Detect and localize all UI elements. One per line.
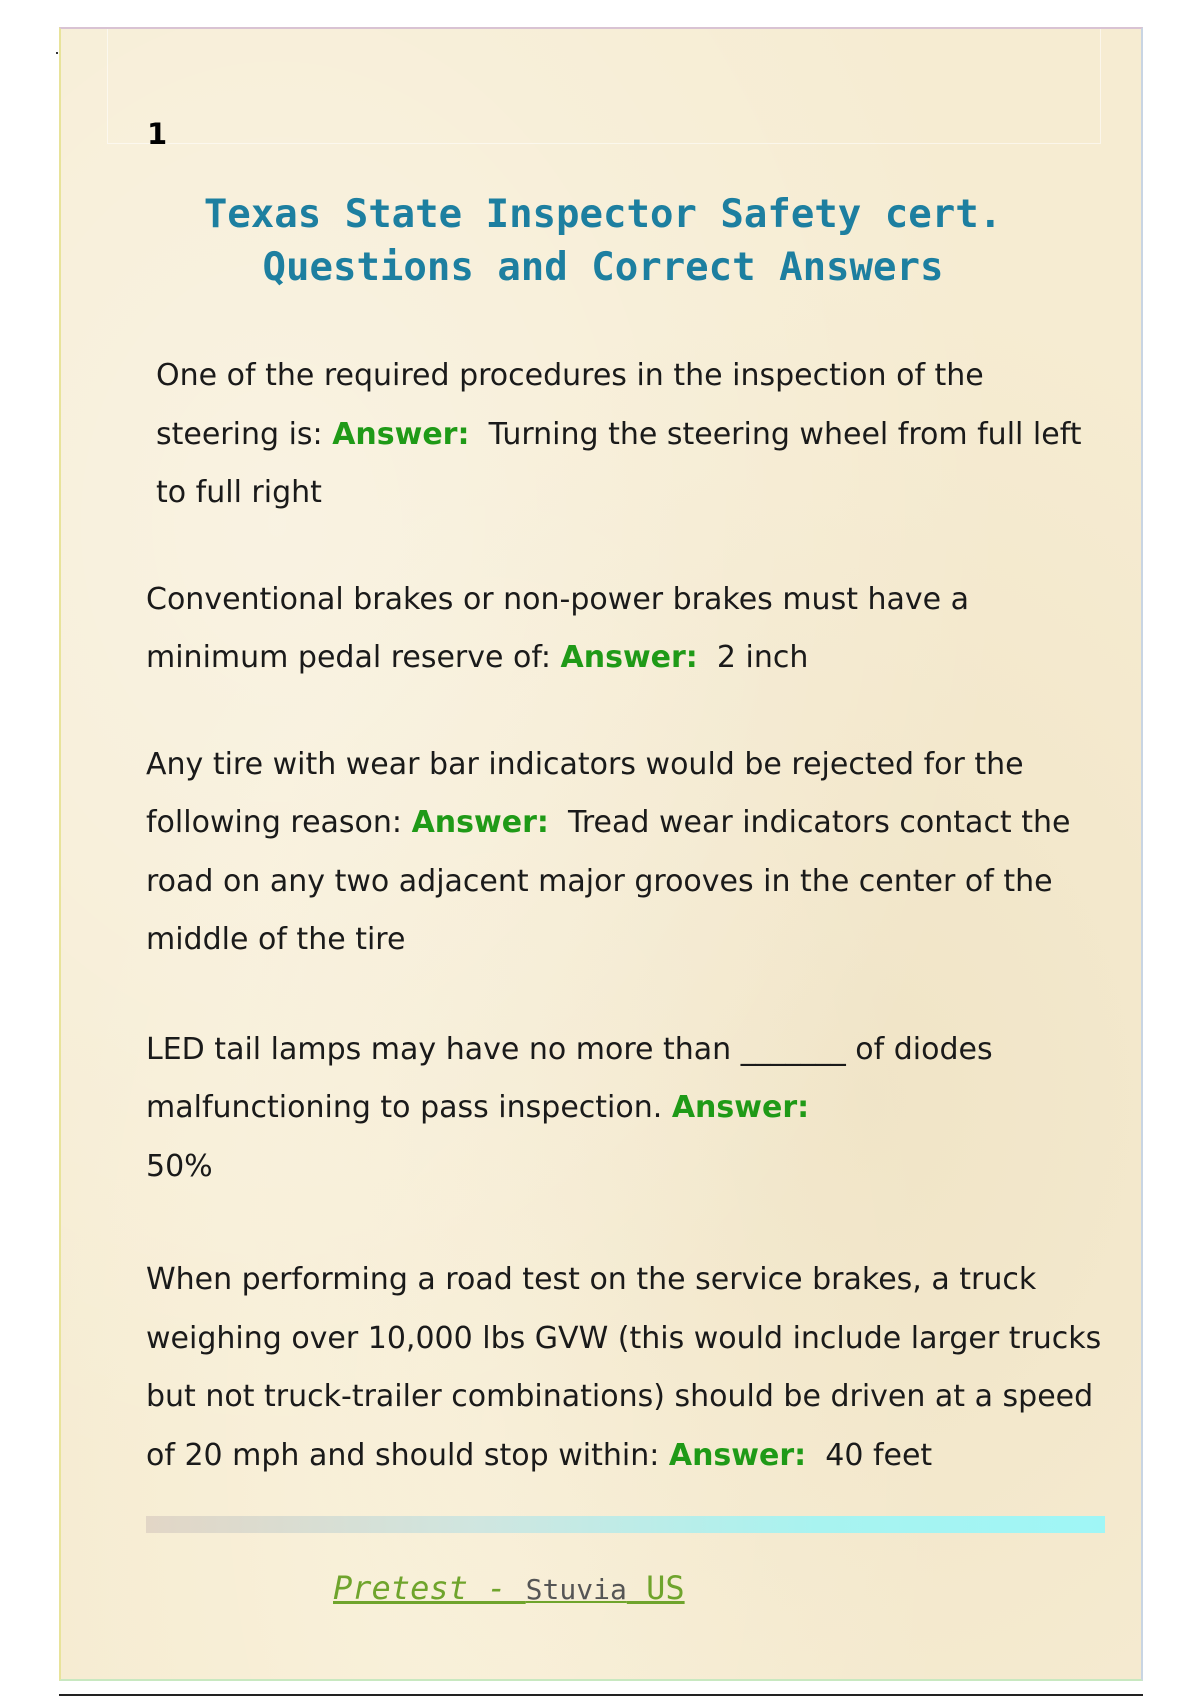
qa-item xyxy=(146,736,1116,970)
page-title xyxy=(61,188,1145,294)
question-text: Any tire with wear bar indicators would be rejected for the following reason: xyxy=(146,746,1024,840)
question-text: When performing a road test on the service brakes, a truck weighing over 10,000 lbs GVW (this would include larger trucks but not truck-trailer combinations) should be driven at a speed of 20 mph and should stop within: xyxy=(146,1262,1102,1473)
fill-in-blank: _______ xyxy=(740,1031,846,1067)
title-line-2: Questions and Correct Answers xyxy=(262,245,944,290)
question-text: Conventional brakes or non-power brakes must have a minimum pedal reserve of: xyxy=(146,581,970,675)
footer-pretest-text: Pretest - xyxy=(333,1569,526,1607)
answer-text: Turning the steering wheel from full left to full right xyxy=(156,416,1082,510)
bottom-rule xyxy=(59,1694,1143,1696)
page-number: 1 xyxy=(147,117,168,151)
qa-list xyxy=(146,347,1116,1485)
section-divider xyxy=(146,1516,1105,1533)
answer-label: Answer: xyxy=(671,1090,810,1125)
header-frame xyxy=(107,29,1101,144)
answer-label: Answer: xyxy=(560,640,698,675)
footer-link[interactable] xyxy=(333,1569,685,1607)
qa-item xyxy=(146,1251,1116,1485)
answer-text: 2 inch xyxy=(716,640,809,675)
qa-item xyxy=(146,1021,1116,1197)
title-line-1: Texas State Inspector Safety cert. xyxy=(203,192,1003,237)
footer-stuvia-text: Stuvia xyxy=(525,1573,627,1606)
answer-label: Answer: xyxy=(411,805,549,840)
qa-item xyxy=(146,571,1116,688)
answer-text: 40 feet xyxy=(825,1437,933,1473)
question-text-continued: of diodes malfunctioning to pass inspection. xyxy=(146,1031,993,1125)
answer-label: Answer: xyxy=(332,416,470,452)
question-text: One of the required procedures in the inspection of the steering is: xyxy=(156,358,984,452)
qa-item xyxy=(146,347,1116,523)
answer-text: Tread wear indicators contact the road on any two adjacent major grooves in the center of the middle of the tire xyxy=(146,805,1071,957)
question-text: LED tail lamps may have no more than xyxy=(146,1031,732,1067)
footer-us-text: US xyxy=(626,1569,685,1607)
answer-label: Answer: xyxy=(668,1437,807,1473)
page-edge-mark xyxy=(56,52,58,54)
answer-text: 50% xyxy=(146,1148,213,1184)
document-page xyxy=(59,27,1143,1681)
